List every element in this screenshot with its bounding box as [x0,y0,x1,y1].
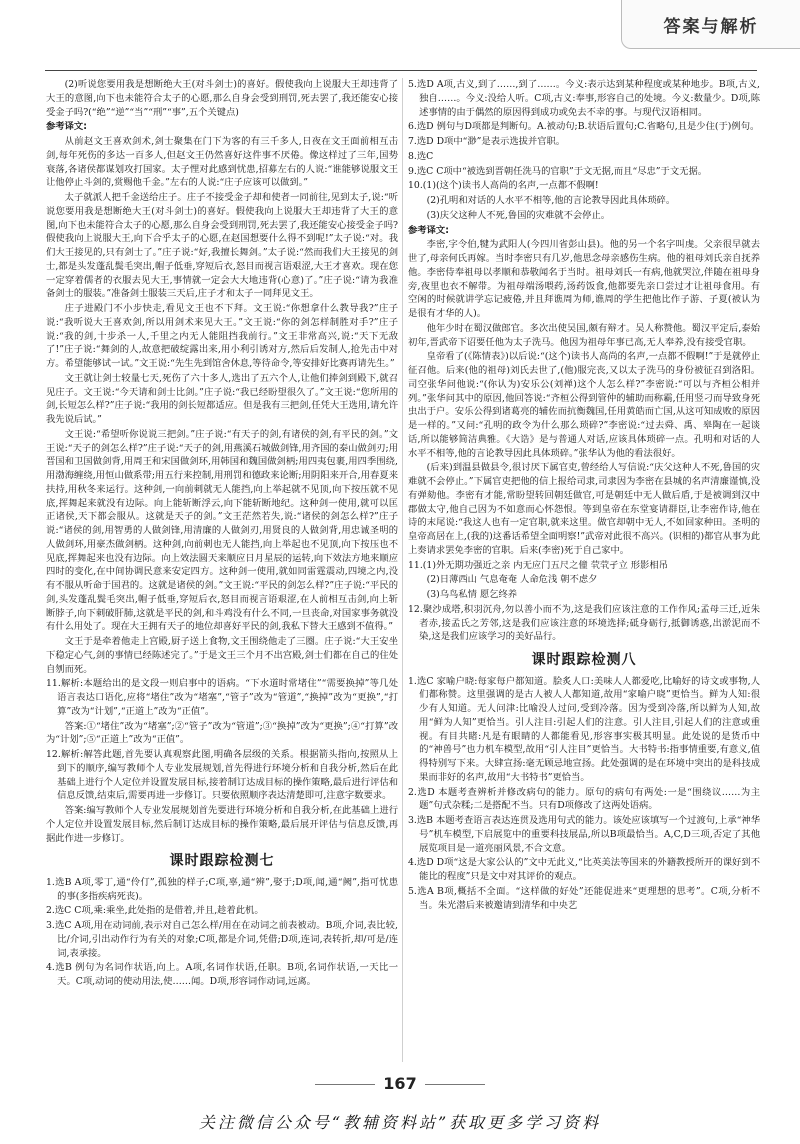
answer-item: 11.解析:本题给出的是文段一则启事中的语病。“下水道时常堵住”“需要换掉”等几处语言表达口语化,应将“堵住”改为“堵塞”,“管子”改为“管道”,“换掉”改为“更换”,“打算”改为“计划”,“正道上”改为“正值”。 [46,678,398,717]
translation-paragraph: 文王就让剑士较量七天,死伤了六十多人,选出了五六个人,让他们捧剑到殿下,就召见庄子。文王说:“今天请和剑士比剑。”庄子说:“我已经盼望很久了。”文王说:“您所用的剑,长短怎么样?”庄子说:“我用的剑长短都适应。但是我有三把剑,任凭大王选用,请允许我先说后试。” [46,372,398,425]
column-divider [402,78,403,1062]
answer-item: 4.选D D项“这是大家公认的”文中无此义,“比英美法等国来的外籍教授所开的课好到不能比的程度”只是文中对其评价的观点。 [408,857,760,883]
answer-item: 10.(1)(这个)读书人高尚的名声,一点都不假啊! [408,180,599,192]
page-number-rule-left [315,1084,375,1085]
answer-item: 7.选D D项中“渺”是表示选拔并官职。 [408,136,566,147]
page-number-rule-right [425,1084,485,1085]
answer-item: 12.聚沙成塔,积羽沉舟,勿以善小而不为,这是我们应该注意的工作作风;孟母三迁,近朱者赤,接孟氏之芳邻,这是我们应该注意的环境选择;砥身砺行,抵御诱惑,出淤泥而不染,这是我们应该学习的美好品行。 [408,603,760,643]
translation-paragraph: (后来)到温县做县令,很讨厌下属官吏,曾经给人写信说:“庆父这种人不死,鲁国的灾难就不会停止。”下属官吏把他的信上报给司隶,司隶因为李密在县城的名声清廉谨慎,没有弹劾他。李密有才能,常盼望转回朝廷做官,可是朝廷中无人做后盾,于是被调到汉中郡做太守,他自己因为不如意而心怀怨恨。等到皇帝在东堂宴请群臣,让李密作诗,他在诗的末尾说:“我这人也有一定官职,就来这里。做官却朝中无人,不如回家种田。圣明的皇帝高居在上,(我的)这番话希望全面明察!”武帝对此很不高兴。(识相的)都官从事为此上奏请求罢免李密的官职。后来(李密)死于自己家中。 [408,462,760,556]
translation-paragraph: 文王说:“希望听你说说三把剑。”庄子说:“有天子的剑,有诸侯的剑,有平民的剑。”文王说:“天子的剑怎么样?”庄子说:“天子的剑,用燕溪石城做剑锋,用齐国的泰山做剑刃;用晋国和卫国做剑背,用周王和宋国做剑环,用韩国和魏国做剑柄;用四夷包裹,用四季围绕,用渤海缠绕,用恒山做系带;用五行来控制,用刑罚和德政来论断;用阴阳来开合,用春夏来扶持,用秋冬来运行。这种剑,一向前刺就无人能挡,向上举起就不见顶,向下按压就不见底,挥舞起来就没有边际。向上能斩断浮云,向下能斩断地纪。这种剑一使用,就可以匡正诸侯,天下都会服从。这就是天子的剑。”文王茫然若失,说:“诸侯的剑怎么样?”庄子说:“诸侯的剑,用智勇的人做剑锋,用清廉的人做剑刃,用贤良的人做剑背,用忠诚圣明的人做剑环,用豪杰做剑柄。这种剑,向前刺也无人能挡,向上举起也不见顶,向下按压也不见底,挥舞起来也没有边际。向上效法圆天来顺应日月星辰的运转,向下效法方地来顺应四时的变化,在中间协调民意来安定四方。这种剑一使用,就如同雷霆震动,四境之内,没有不服从听命于国君的。这就是诸侯的剑。”文王说:“平民的剑怎么样?”庄子说:“平民的剑,头发蓬乱鬓毛突出,帽子低垂,穿短后衣,怒目而视言语艰涩,在人前相互击剑,向上斩断脖子,向下刺破肝肺,这就是平民的剑,和斗鸡没有什么不同,一旦丧命,对国家事务就没有什么用处了。现在大王拥有天子的地位却喜好平民的剑,我私下替大王感到不值得。” [46,428,398,633]
translation-paragraph: 皇帝看了(《陈情表》)以后说:“(这个)读书人高尚的名声,一点都不假啊!”于是就停止征召他。后来(他的祖母)刘氏去世了,(他)服完丧,又以太子洗马的身份被征召到洛阳。司空张华问他说:“(你认为)安乐公(刘禅)这个人怎么样?”李密说:“可以与齐桓公相并列。”张华问其中的原因,他回答说:“齐桓公得到管仲的辅助而称霸,任用竖刁而导致身死虫出于户。安乐公得到诸葛亮的辅佐而抗衡魏国,任用黄皓而亡国,从这可知成败的原因是一样的。”又问:“孔明的政令为什么那么琐碎?”李密说:“过去舜、禹、皋陶在一起谈话,所以能够简洁典雅。《大诰》是与普通人对话,应该具体琐碎一点。孔明和对话的人水平不相等,他的言论教导因此具体琐碎。”张华认为他的看法很好。 [408,351,760,459]
answer-item: 11.(1)外无期功强近之亲 内无应门五尺之僮 茕茕孑立 形影相吊 [408,559,668,571]
page-number-text: 167 [383,1074,417,1093]
left-column [46,78,398,1062]
answer-item: 6.选D 例句与D项都是判断句。A.被动句;B.状语后置句;C.省略句,且是少住(于)例句。 [408,121,760,133]
answer-item: (3)庆父这种人不死,鲁国的灾难就不会停止。 [426,209,611,221]
answer-item: (2)孔明和对话的人水平不相等,他的言论教导因此具体琐碎。 [426,195,676,206]
translation-paragraph: 太子就派人把千金送给庄子。庄子不接受金子却和使者一同前往,见到太子,说:“听说您要用我是想断绝大王(对斗剑士)的喜好。假使我向上说服大王却违背了大王的意图,向下也未能符合太子的心愿,那么自身会受到刑罚,死去罢了,我还能安心接受金子吗?假使我向上说服大王,向下合乎太子的心愿,在赵国想要什么得不到呢!”太子说:“对。我们大王接见的,只有剑士了。”庄子说:“好,我擅长舞剑。”太子说:“然而我们大王接见的剑士,都是头发蓬乱鬓毛突出,帽子低垂,穿短后衣,怒目而视言语艰涩,大王才喜欢。现在您一定穿着儒者的衣服去见大王,事情就一定会大大地违背(心意)了。”庄子说:“请为我准备剑士的服装。”准备剑士服装三天后,庄子才和太子一同拜见文王。 [46,192,398,300]
answer-item: 5.选D A项,古义,到了……,到了……。今义:表示达到某种程度或某种地步。B项,古义,独自……。今义:没给人听。C项,古义:奉事,形容自己的处境。今义:数量少。D项,陈述事情的由于偶然的原因得到成功或免去不幸的事。与现代汉语相同。 [408,79,760,118]
translation-paragraph: 庄子进殿门不小步快走,看见文王也不下拜。文王说:“你想拿什么教导我?”庄子说:“我听说大王喜欢剑,所以用剑术来见大王。”文王说:“你的剑怎样制胜对手?”庄子说:“我的剑,十步杀一人,千里之内无人能阻挡我前行。”文王非常高兴,说:“天下无敌了!”庄子说:“舞剑的人,故意把破绽露出来,用小利引诱对方,然后后发制人,抢先击中对方。希望能够试一试。”文王说:“先生先到馆舍休息,等待命令,等安排好比赛再请先生。” [46,303,398,369]
right-column [408,78,760,1062]
answer-item: 8.选C [408,150,434,162]
answer-item: 3.选C A项,用在动词前,表示对自己怎么样/用在在动词之前表被动。B项,介词,表比较,比/介词,引出动作行为有关的对象;C项,都是介词,凭借;D项,连词,表转折,却/可是/连词,表承接。 [46,920,398,959]
answer-item: 1.选B A项,零丁,通“伶仃”,孤独的样子;C项,辜,通“辨”,娶于;D项,闻,通“阙”,指可忧患的事(多指疾病死丧)。 [46,876,398,902]
page-header-tab [621,0,800,49]
translation-paragraph: 文王于是牵着他走上宫殿,厨子送上食物,文王围绕他走了三圈。庄子说:“大王安坐下稳定心气,剑的事情已经陈述完了。”于是文王三个月不出宫殿,剑士们都在自己的住处自刎而死。 [46,636,398,675]
footer-note: 关注微信公众号“教辅资料站”获取更多学习资料 [198,1113,602,1132]
answer-item: 答案:①“堵住”改为“堵塞”;②“管子”改为“管道”;③“换掉”改为“更换”;④“打算”改为“计划”;⑤“正道上”改为“正值”。 [46,720,398,746]
answer-item: 2.选C C项,乘:乘坐,此处指的是借着,并且,趁着此机。 [46,905,264,917]
answer-item: 答案:编写教师个人专业发展规划首先要进行环境分析和自我分析,在此基础上进行个人定位并设置发展目标,然后制订达成目标的操作策略,最后展开评估与信息反馈,再据此作进一步修订。 [46,805,398,844]
header-title: 答案与解析 [663,16,759,37]
header-rule [45,70,757,71]
reference-label: 参考译文: [408,224,449,236]
answer-item: 1.选C 家喻户晓:每家每户都知道。脍炙人口:美味人人都爱吃,比喻好的诗文或事物,人们都称赞。这里强调的是古人被人人都知道,故用“家喻户晓”更恰当。鲜为人知:很少有人知道。无人问津:比喻没人过问,受到冷落。因为受到冷落,所以鲜为人知,故用“鲜为人知”更恰当。引人注目:引起人们的注意。引人注目,引起人们的注意或重视。有目共睹:凡是有眼睛的人都能看见,形容事实极其明显。此处说的是货币中的“神兽号”也力机车模型,故用“引人注目”更恰当。大书特书:指事情重要,有意义,值得特别写下来。大肆宣扬:毫无顾忌地宣扬。此处强调的是在环境中突出的是科技成果而非好的名声,故用“大书特书”更恰当。 [408,675,760,783]
section-heading: 课时跟踪检测七 [169,853,275,870]
answer-item: (2)日薄西山 气息奄奄 人命危浅 朝不虑夕 [426,574,598,586]
intro-paragraph: (2)听说您要用我是想断绝大王(对斗剑士)的喜好。假使我向上说服大王却违背了大王的意图,向下也未能符合太子的心愿,那么自身会受到刑罚,死去罢了,我还能安心接受金子吗?(“绝”“逆”“当”“刑”“事”,五个关键点) [46,79,398,118]
section-heading: 课时跟踪检测八 [531,652,637,668]
answer-item: 4.选B 例句为名词作状语,向上。A项,名词作状语,任职。B项,名词作状语,一天比一天。C项,动词的使动用法,使……闻。D项,形容词作动词,远离。 [46,962,398,988]
answer-item: (3)乌鸟私情 愿乞终养 [426,589,518,600]
answer-item: 5.选A B项,概括不全面。“这样做的好处”还能促进来“更理想的思考”。C项,分析不当。朱光潜后来被邀请到清华和中央艺 [408,885,760,911]
page-number [0,1074,800,1093]
translation-paragraph: 他年少时在蜀汉做郎官。多次出使吴国,颇有辩才。吴人称赞他。蜀汉平定后,泰始初年,晋武帝下诏要任他为太子洗马。他因为祖母年事已高,无人奉养,没有接受官职。 [408,322,760,348]
translation-paragraph: 从前赵文王喜欢剑术,剑士聚集在门下为客的有三千多人,日夜在文王面前相互击剑,每年死伤的多达一百多人,但赵文王仍然喜好这件事不厌倦。像这样过了三年,国势衰落,各诸侯都谋划攻打国家。太子悝对此感到忧患,招募左右的人说:“谁能够说服文王让他停止斗剑的,赏赐他千金。”左右的人说:“庄子应该可以做到。” [46,136,398,189]
reference-label: 参考译文: [46,121,87,133]
translation-paragraph: 李密,字令伯,犍为武阳人(今四川省彭山县)。他的另一个名字叫虔。父亲很早就去世了,母亲何氏再嫁。当时李密只有几岁,他思念母亲感伤生病。他的祖母刘氏亲自抚养他。李密侍奉祖母以孝顺和恭敬闻名于当时。祖母刘氏一有病,他就哭泣,伴随在祖母身旁,夜里也衣不解带。为祖母端汤喂药,汤药饭食,他都要先亲口尝过才让祖母食用。有空闲的时候就讲学忘记疲倦,并且拜谯周为师,谯周的学生把他比作子游、子夏(被认为是很有才华的人)。 [408,239,760,319]
answer-item: 2.选D 本题考查辨析并修改病句的能力。原句的病句有两处:一是“围绕议……为主题”句式杂糅;二是搭配不当。只有D项修改了这两处语病。 [408,786,760,812]
answer-item: 3.选B 本题考查语言表达连贯及选用句式的能力。该处应该填写一个过渡句,上承“神华号”机车模型,下启展览中的重要科技展品,所以B项最恰当。A,C,D三项,否定了其他展览项目是一道亮丽风景,不合文意。 [408,815,760,854]
answer-item: 12.解析:解答此题,首先要认真观察此图,明确各层级的关系。根据箭头指向,按照从上到下的顺序,编写教师个人专业发展规划,首先得进行环境分析和自我分析,然后在此基础上进行个人定位并设置发展目标,接着制订达成目标的操作策略,最后进行评估和信息反馈,结束后,需要再进一步修订。只要依照顺序表达清楚即可,注意字数要求。 [46,749,398,802]
answer-item: 9.选C C项中“被选到晋朝任洗马的官职”于文无据,而且“尽忠”于文无据。 [408,165,708,177]
